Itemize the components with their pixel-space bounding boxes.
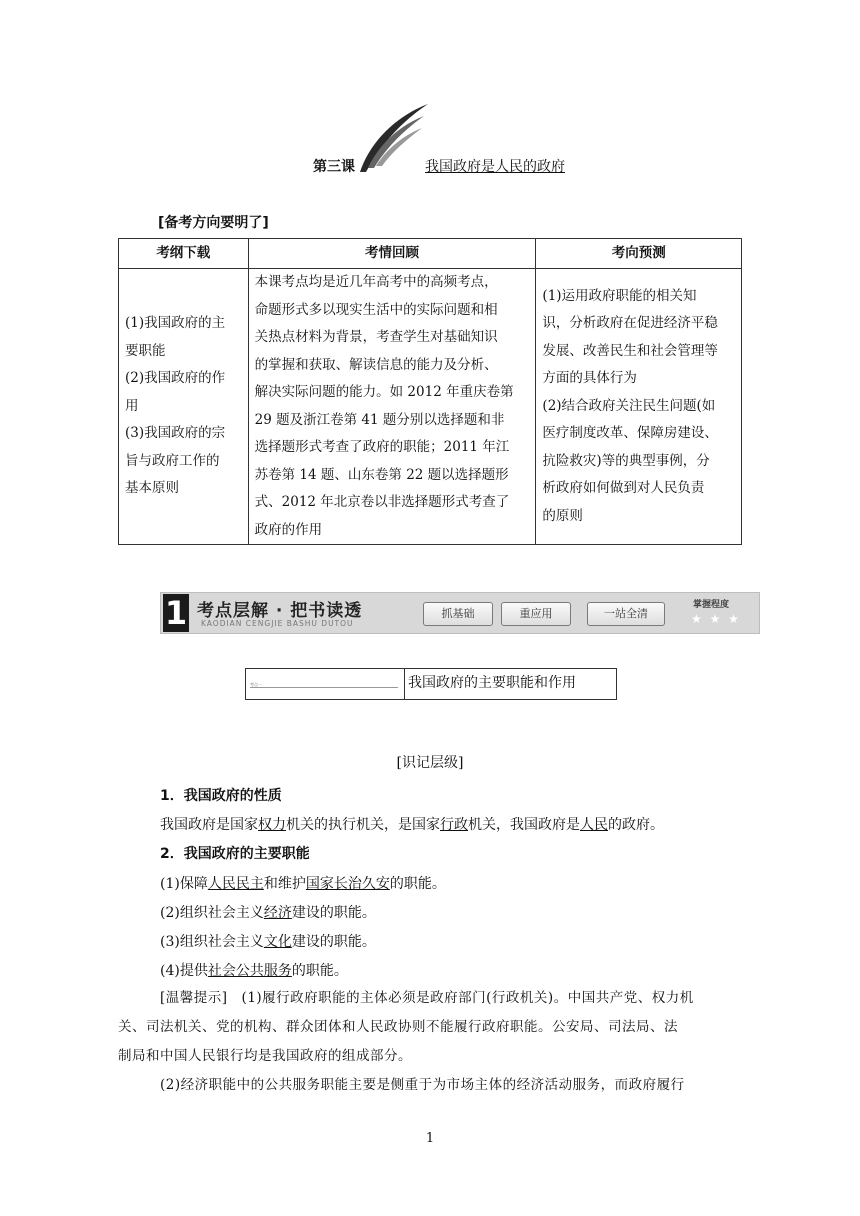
table-header-cell: 考情回顾 xyxy=(248,239,536,269)
text: (1)保障 xyxy=(160,876,208,892)
lesson-header xyxy=(0,150,860,180)
cell-line: 的原则 xyxy=(542,507,583,524)
mastery-label: 掌握程度 xyxy=(693,600,730,610)
forecast-cell xyxy=(536,269,742,545)
text: 建设的职能。 xyxy=(291,934,376,950)
text: 的政府。 xyxy=(608,817,664,833)
text: (4)提供 xyxy=(160,963,208,979)
key-point-title: 我国政府的主要职能和作用 xyxy=(408,675,576,691)
banner-title: 考点层解 · 把书读透 xyxy=(197,601,363,621)
cell-line: 的掌握和获取、解读信息的能力及分析、 xyxy=(254,356,498,373)
list-item xyxy=(160,931,376,951)
cell-line: (2)结合政府关注民生问题(如 xyxy=(542,397,716,414)
cell-line: 方面的具体行为 xyxy=(542,370,637,387)
cell-line: (1)我国政府的主 xyxy=(125,315,226,332)
text: (2)组织社会主义 xyxy=(160,905,264,921)
text: (3)组织社会主义 xyxy=(160,934,264,950)
cell-line: 选择题形式考查了政府的职能；2011 年江 xyxy=(254,439,510,455)
cell-line: 解决实际问题的能力。如 2012 年重庆卷第 xyxy=(254,384,514,400)
lesson-title: 我国政府是人民的政府 xyxy=(425,159,565,175)
key-term: 权力 xyxy=(258,817,286,833)
exam-overview-table xyxy=(118,238,742,545)
cell-line: 发展、改善民生和社会管理等 xyxy=(542,342,718,359)
text: 我国政府是国家 xyxy=(160,817,258,833)
banner-pinyin: KAODIAN CENGJIE BASHU DUTOU xyxy=(201,619,354,628)
cell-line: 识，分析政府在促进经济平稳 xyxy=(542,315,718,332)
cell-line: 关热点材料为背景，考查学生对基础知识 xyxy=(254,329,498,345)
key-term: 文化 xyxy=(263,934,292,950)
text: 机关的执行机关，是国家 xyxy=(286,817,440,833)
cell-line: 抗险救灾)等的典型事例，分 xyxy=(542,452,710,469)
text: 的职能。 xyxy=(389,876,446,892)
list-item xyxy=(160,960,348,980)
prep-direction-label: [备考方向要明了] xyxy=(158,215,269,231)
tip-text: (1)履行政府职能的主体必须是政府部门(行政机关)。中国共产党、权力机 xyxy=(227,990,694,1006)
cell-line: 本课考点均是近几年高考中的高频考点， xyxy=(254,274,498,290)
mastery-stars-icon: ★ ★ ★ xyxy=(691,612,741,626)
text: 的职能。 xyxy=(291,963,348,979)
tip-line: 制局和中国人民银行均是我国政府的组成部分。 xyxy=(118,1048,412,1064)
cell-line: 苏卷第 14 题、山东卷第 22 题以选择题形 xyxy=(254,466,509,483)
text: 和维护 xyxy=(263,876,306,892)
banner-number: 1 xyxy=(164,594,188,632)
syllabus-cell xyxy=(119,269,249,545)
cell-line: 医疗制度改革、保障房建设、 xyxy=(542,425,718,442)
cell-line: (1)运用政府职能的相关知 xyxy=(542,287,697,304)
key-term: 经济 xyxy=(263,905,292,921)
tip-line xyxy=(160,984,750,1013)
lesson-number: 第三课 xyxy=(313,159,355,175)
cell-line: 29 题及浙江卷第 41 题分别以选择题和非 xyxy=(254,411,505,428)
list-item xyxy=(160,902,376,922)
application-button[interactable]: 重应用 xyxy=(501,602,571,626)
cell-line: (3)我国政府的宗 xyxy=(125,425,226,442)
tip-line: 关、司法机关、党的机构、群众团体和人民政协则不能履行政府职能。公安局、司法局、法 xyxy=(118,1019,678,1035)
paragraph xyxy=(160,814,664,834)
section-heading: 2．我国政府的主要职能 xyxy=(160,846,310,862)
table-row xyxy=(119,269,742,545)
key-point-tag-label: 考点一 xyxy=(250,682,398,688)
key-point-box xyxy=(245,668,617,700)
section-banner xyxy=(160,592,760,634)
text: 建设的职能。 xyxy=(291,905,376,921)
text: 机关，我国政府是 xyxy=(468,817,580,833)
key-point-tag xyxy=(246,669,405,699)
cell-line: 命题形式多以现实生活中的实际问题和相 xyxy=(254,301,498,318)
cell-line: 基本原则 xyxy=(125,480,179,497)
review-cell xyxy=(248,269,536,545)
cell-line: 要职能 xyxy=(125,342,166,359)
all-in-one-button[interactable]: 一站全清 xyxy=(587,602,665,626)
key-term: 行政 xyxy=(440,817,468,833)
cell-line: 用 xyxy=(125,397,139,414)
basics-button[interactable]: 抓基础 xyxy=(423,602,493,626)
level-label: [识记层级] xyxy=(396,755,464,771)
table-header-cell: 考向预测 xyxy=(536,239,742,269)
cell-line: 析政府如何做到对人民负责 xyxy=(542,480,705,497)
cell-line: 旨与政府工作的 xyxy=(125,452,220,469)
table-header-cell: 考纲下载 xyxy=(119,239,249,269)
cell-line: (2)我国政府的作 xyxy=(125,370,226,387)
key-term: 人民民主 xyxy=(207,876,264,892)
key-term: 社会公共服务 xyxy=(207,963,292,979)
page-number: 1 xyxy=(425,1131,435,1146)
cell-line: 式、2012 年北京卷以非选择题形式考查了 xyxy=(254,494,510,510)
key-term: 国家长治久安 xyxy=(305,876,390,892)
tip-label: [温馨提示] xyxy=(160,990,228,1006)
list-item xyxy=(160,873,446,893)
key-term: 人民 xyxy=(580,817,608,833)
tip-line: (2)经济职能中的公共服务职能主要是侧重于为市场主体的经济活动服务，而政府履行 xyxy=(160,1077,685,1093)
cell-line: 政府的作用 xyxy=(254,521,323,538)
section-heading: 1．我国政府的性质 xyxy=(160,788,282,804)
table-header-row xyxy=(119,239,742,269)
